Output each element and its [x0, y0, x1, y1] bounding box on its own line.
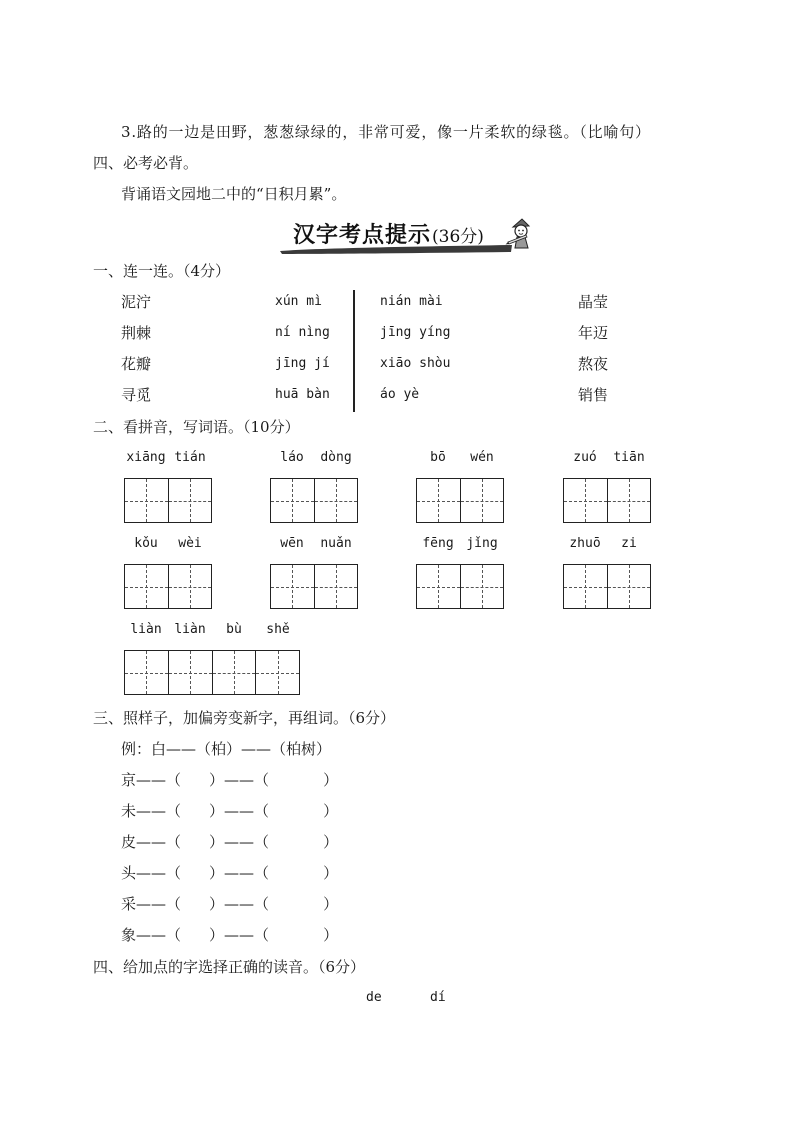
open-paren: （	[254, 771, 270, 789]
writing-grid	[124, 478, 212, 523]
pinyin-syllable: láo	[280, 450, 304, 465]
pinyin-row	[124, 449, 212, 467]
close-paren: ）	[209, 771, 225, 789]
writing-cell	[417, 479, 460, 522]
answer-blank-word	[269, 833, 323, 851]
pinyin-row	[563, 449, 651, 467]
base-character: 采	[121, 895, 137, 913]
pinyin-word	[563, 449, 651, 523]
writing-cell	[125, 479, 168, 522]
pinyin-row	[563, 535, 651, 553]
match-left-pinyin: xún mì	[275, 294, 322, 309]
answer-blank-word	[269, 926, 323, 944]
base-character: 未	[121, 802, 137, 820]
open-paren: （	[166, 771, 182, 789]
recite-instruction: 背诵语文园地二中的“日积月累”。	[121, 185, 347, 203]
reading-option: dí	[430, 990, 446, 1005]
match-left-pinyin: ní nìng	[275, 325, 330, 340]
pinyin-syllable: tiān	[613, 450, 645, 465]
writing-cell	[125, 651, 168, 694]
base-character: 皮	[121, 833, 137, 851]
answer-blank-character	[181, 864, 209, 882]
banner-title: 汉字考点提示	[293, 223, 432, 248]
close-paren: ）	[209, 895, 225, 913]
dash: ——	[136, 802, 167, 820]
section2-heading: 二、看拼音，写词语。（10分）	[93, 418, 300, 436]
answer-blank-word	[269, 771, 323, 789]
close-paren: ）	[323, 833, 339, 851]
writing-cell	[125, 565, 168, 608]
pinyin-word	[270, 535, 358, 609]
close-paren: ）	[209, 864, 225, 882]
section1-heading: 一、连一连。（4分）	[93, 262, 231, 280]
match-right-pinyin: nián mài	[380, 294, 443, 309]
writing-cell	[607, 565, 651, 608]
radical-exercise-row	[121, 864, 338, 882]
pinyin-row	[270, 535, 358, 553]
pinyin-row	[416, 449, 504, 467]
pinyin-word	[124, 621, 300, 695]
metaphor-question: 3.路的一边是田野，葱葱绿绿的，非常可爱，像一片柔软的绿毯。（比喻句）	[121, 123, 651, 141]
recite-heading: 四、必考必背。	[93, 154, 199, 172]
section4-heading: 四、给加点的字选择正确的读音。（6分）	[93, 958, 366, 976]
close-paren: ）	[209, 926, 225, 944]
dash: ——	[136, 833, 167, 851]
writing-grid	[124, 650, 300, 695]
dash: ——	[224, 864, 255, 882]
writing-cell	[314, 479, 358, 522]
writing-cell	[168, 651, 212, 694]
close-paren: ）	[323, 802, 339, 820]
open-paren: （	[166, 864, 182, 882]
open-paren: （	[166, 802, 182, 820]
pinyin-syllable: wèi	[178, 536, 202, 551]
pinyin-word	[124, 449, 212, 523]
writing-grid	[416, 478, 504, 523]
open-paren: （	[254, 802, 270, 820]
dash: ——	[136, 864, 167, 882]
banner-score: (36分)	[432, 227, 484, 247]
pinyin-syllable: zi	[621, 536, 637, 551]
answer-blank-character	[181, 771, 209, 789]
section3-heading: 三、照样子，加偏旁变新字，再组词。（6分）	[93, 709, 396, 727]
writing-grid	[416, 564, 504, 609]
close-paren: ）	[209, 802, 225, 820]
match-left-word: 荆棘	[121, 324, 152, 342]
pinyin-syllable: wén	[470, 450, 494, 465]
pinyin-row	[416, 535, 504, 553]
open-paren: （	[254, 864, 270, 882]
writing-cell	[212, 651, 256, 694]
pinyin-syllable: nuǎn	[320, 536, 352, 551]
answer-blank-character	[181, 802, 209, 820]
match-left-word: 寻觅	[121, 386, 152, 404]
reading-option: de	[366, 990, 382, 1005]
dash: ——	[224, 833, 255, 851]
pinyin-word	[124, 535, 212, 609]
writing-cell	[460, 565, 504, 608]
match-right-word: 销售	[578, 386, 609, 404]
writing-grid	[563, 478, 651, 523]
dash: ——	[224, 771, 255, 789]
answer-blank-character	[181, 833, 209, 851]
pinyin-row	[124, 621, 300, 639]
match-right-pinyin: xiāo shòu	[380, 356, 451, 371]
open-paren: （	[254, 833, 270, 851]
writing-cell	[417, 565, 460, 608]
open-paren: （	[166, 895, 182, 913]
pinyin-word	[270, 449, 358, 523]
close-paren: ）	[323, 895, 339, 913]
dash: ——	[224, 895, 255, 913]
answer-blank-character	[181, 895, 209, 913]
match-right-word: 年迈	[578, 324, 609, 342]
pinyin-syllable: liàn	[130, 622, 162, 637]
close-paren: ）	[323, 771, 339, 789]
radical-exercise-row	[121, 771, 338, 789]
pinyin-word	[416, 449, 504, 523]
writing-cell	[607, 479, 651, 522]
writing-cell	[255, 651, 299, 694]
pinyin-word	[563, 535, 651, 609]
match-right-word: 熬夜	[578, 355, 609, 373]
pinyin-syllable: jǐng	[466, 536, 498, 551]
match-left-pinyin: jīng jí	[275, 356, 330, 371]
writing-grid	[270, 564, 358, 609]
pinyin-syllable: wēn	[280, 536, 304, 551]
writing-cell	[168, 479, 212, 522]
section-banner	[278, 221, 540, 255]
pinyin-syllable: fēng	[422, 536, 454, 551]
close-paren: ）	[209, 833, 225, 851]
radical-exercise-row	[121, 833, 338, 851]
dash: ——	[136, 895, 167, 913]
pinyin-syllable: dòng	[320, 450, 352, 465]
match-divider-line	[353, 290, 355, 412]
writing-cell	[271, 565, 314, 608]
pinyin-row	[270, 449, 358, 467]
base-character: 头	[121, 864, 137, 882]
open-paren: （	[166, 926, 182, 944]
close-paren: ）	[323, 926, 339, 944]
writing-cell	[564, 479, 607, 522]
pinyin-word	[416, 535, 504, 609]
answer-blank-word	[269, 895, 323, 913]
answer-blank-word	[269, 864, 323, 882]
writing-grid	[124, 564, 212, 609]
open-paren: （	[166, 833, 182, 851]
pinyin-row	[124, 535, 212, 553]
writing-cell	[460, 479, 504, 522]
match-right-word: 晶莹	[578, 293, 609, 311]
radical-exercise-row	[121, 895, 338, 913]
writing-grid	[270, 478, 358, 523]
open-paren: （	[254, 895, 270, 913]
base-character: 京	[121, 771, 137, 789]
dash: ——	[136, 926, 167, 944]
radical-exercise-row	[121, 802, 338, 820]
open-paren: （	[254, 926, 270, 944]
pinyin-syllable: tián	[174, 450, 206, 465]
match-left-word: 花瓣	[121, 355, 152, 373]
radical-exercise-row	[121, 926, 338, 944]
pinyin-syllable: bù	[226, 622, 242, 637]
cartoon-kid-icon	[504, 218, 538, 250]
pinyin-syllable: kǒu	[134, 536, 158, 551]
pinyin-syllable: xiāng	[126, 450, 166, 465]
pinyin-syllable: shě	[266, 622, 290, 637]
dash: ——	[224, 926, 255, 944]
section3-example: 例：白——（柏）——（柏树）	[121, 740, 332, 758]
writing-grid	[563, 564, 651, 609]
match-right-pinyin: jīng yíng	[380, 325, 451, 340]
dash: ——	[224, 802, 255, 820]
writing-cell	[564, 565, 607, 608]
pinyin-syllable: zhuō	[569, 536, 601, 551]
match-right-pinyin: áo yè	[380, 387, 420, 402]
pinyin-syllable: zuó	[573, 450, 597, 465]
answer-blank-character	[181, 926, 209, 944]
pinyin-syllable: bō	[430, 450, 446, 465]
writing-cell	[314, 565, 358, 608]
answer-blank-word	[269, 802, 323, 820]
match-left-pinyin: huā bàn	[275, 387, 330, 402]
match-left-word: 泥泞	[121, 293, 152, 311]
dash: ——	[136, 771, 167, 789]
writing-cell	[271, 479, 314, 522]
close-paren: ）	[323, 864, 339, 882]
pinyin-syllable: liàn	[174, 622, 206, 637]
writing-cell	[168, 565, 212, 608]
base-character: 象	[121, 926, 137, 944]
